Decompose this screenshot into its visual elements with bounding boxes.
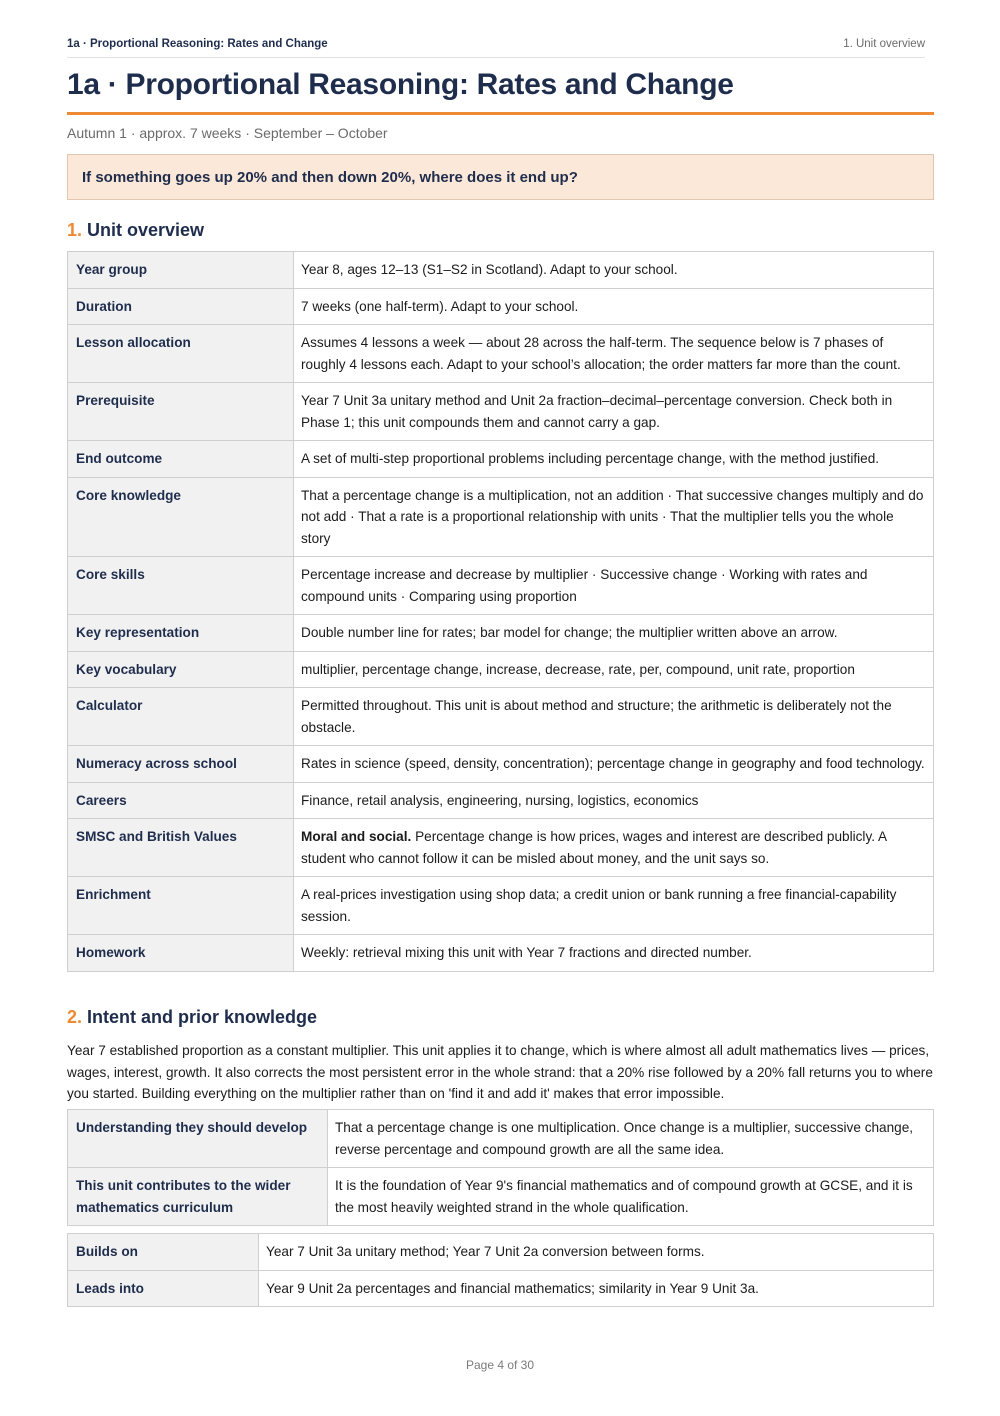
overview-row <box>68 651 934 688</box>
overview-row <box>68 688 934 746</box>
row-value <box>294 819 934 877</box>
page-subtitle: Autumn 1 · approx. 7 weeks · September – October <box>67 125 388 141</box>
row-label: Key vocabulary <box>68 651 294 688</box>
page-title: 1a · Proportional Reasoning: Rates and Change <box>67 68 934 115</box>
row-label: Numeracy across school <box>68 746 294 783</box>
row-value: Weekly: retrieval mixing this unit with Year 7 fractions and directed number. <box>294 935 934 972</box>
section-heading-unit-overview <box>67 220 204 241</box>
row-label: Year group <box>68 252 294 289</box>
overview-row <box>68 477 934 557</box>
intent-row <box>68 1110 934 1168</box>
row-label: Core knowledge <box>68 477 294 557</box>
row-value: A set of multi-step proportional problems including percentage change, with the method justified. <box>294 441 934 478</box>
row-label: Homework <box>68 935 294 972</box>
curriculum-links-table <box>67 1233 934 1307</box>
row-label: Leads into <box>68 1270 259 1307</box>
row-label: Prerequisite <box>68 383 294 441</box>
row-value: That a percentage change is a multiplication, not an addition · That successive changes multiply and do not add · That a rate is a proportional relationship with units · That the multiplier tells you the whole story <box>294 477 934 557</box>
row-value: Year 9 Unit 2a percentages and financial mathematics; similarity in Year 9 Unit 3a. <box>259 1270 934 1307</box>
running-header <box>67 38 925 58</box>
row-label: Core skills <box>68 557 294 615</box>
overview-row <box>68 557 934 615</box>
row-label: Understanding they should develop <box>68 1110 328 1168</box>
section-number: 2. <box>67 1007 83 1027</box>
row-label: Enrichment <box>68 877 294 935</box>
unit-overview-table <box>67 251 934 972</box>
row-value: Rates in science (speed, density, concentration); percentage change in geography and food technology. <box>294 746 934 783</box>
overview-row <box>68 935 934 972</box>
page-number: Page 4 of 30 <box>465 1358 535 1372</box>
intent-paragraph: Year 7 established proportion as a constant multiplier. This unit applies it to change, which is where almost all adult mathematics lives — prices, wages, interest, growth. It also corrects the most persistent error in the whole strand: that a 20% rise followed by a 20% fall returns you to where you started. Building everything on the multiplier rather than on 'find it and add it' makes that error impossible. <box>67 1043 933 1101</box>
row-label: Calculator <box>68 688 294 746</box>
section-title: Unit overview <box>87 220 205 240</box>
row-label: Lesson allocation <box>68 325 294 383</box>
row-label: Duration <box>68 288 294 325</box>
intent-row <box>68 1168 934 1226</box>
overview-row <box>68 325 934 383</box>
row-value: Year 7 Unit 3a unitary method; Year 7 Unit 2a conversion between forms. <box>259 1234 934 1271</box>
row-label: Careers <box>68 782 294 819</box>
section-number: 1. <box>67 220 83 240</box>
row-value: 7 weeks (one half-term). Adapt to your school. <box>294 288 934 325</box>
row-value: Finance, retail analysis, engineering, nursing, logistics, economics <box>294 782 934 819</box>
row-label: SMSC and British Values <box>68 819 294 877</box>
overview-row <box>68 441 934 478</box>
overview-row <box>68 746 934 783</box>
intent-table <box>67 1109 934 1226</box>
overview-row <box>68 877 934 935</box>
running-header-title: 1a · Proportional Reasoning: Rates and Change <box>67 38 328 50</box>
row-label: End outcome <box>68 441 294 478</box>
row-value: It is the foundation of Year 9's financial mathematics and of compound growth at GCSE, and it is the most heavily weighted strand in the whole qualification. <box>328 1168 934 1226</box>
row-value: Percentage increase and decrease by multiplier · Successive change · Working with rates and compound units · Comparing using proportion <box>294 557 934 615</box>
row-value: Year 8, ages 12–13 (S1–S2 in Scotland). Adapt to your school. <box>294 252 934 289</box>
key-question-box <box>67 154 934 200</box>
overview-row <box>68 615 934 652</box>
row-value-emphasis: Moral and social. <box>301 829 412 844</box>
running-header-section: 1. Unit overview <box>843 38 925 50</box>
row-value: Permitted throughout. This unit is about method and structure; the arithmetic is deliberately not the obstacle. <box>294 688 934 746</box>
overview-row <box>68 252 934 289</box>
overview-row <box>68 819 934 877</box>
section-title: Intent and prior knowledge <box>87 1007 318 1027</box>
row-value: That a percentage change is one multiplication. Once change is a multiplier, successive change, reverse percentage and compound growth are all the same idea. <box>328 1110 934 1168</box>
row-value: Assumes 4 lessons a week — about 28 across the half-term. The sequence below is 7 phases of roughly 4 lessons each. Adapt to your school’s allocation; the order matters far more than the count. <box>294 325 934 383</box>
link-row <box>68 1234 934 1271</box>
row-label: This unit contributes to the wider mathematics curriculum <box>68 1168 328 1226</box>
link-row <box>68 1270 934 1307</box>
overview-row <box>68 383 934 441</box>
key-question-text: If something goes up 20% and then down 20%, where does it end up? <box>82 168 578 186</box>
row-label: Builds on <box>68 1234 259 1271</box>
row-label: Key representation <box>68 615 294 652</box>
section-heading-intent <box>67 1007 317 1028</box>
overview-row <box>68 288 934 325</box>
overview-row <box>68 782 934 819</box>
row-value: Year 7 Unit 3a unitary method and Unit 2a fraction–decimal–percentage conversion. Check both in Phase 1; this unit compounds them and cannot carry a gap. <box>294 383 934 441</box>
row-value: Double number line for rates; bar model for change; the multiplier written above an arrow. <box>294 615 934 652</box>
row-value-text: Percentage change is how prices, wages and interest are described publicly. A student who cannot follow it can be misled about money, and the unit says so. <box>301 829 887 866</box>
row-value: multiplier, percentage change, increase, decrease, rate, per, compound, unit rate, proportion <box>294 651 934 688</box>
row-value: A real-prices investigation using shop data; a credit union or bank running a free financial-capability session. <box>294 877 934 935</box>
